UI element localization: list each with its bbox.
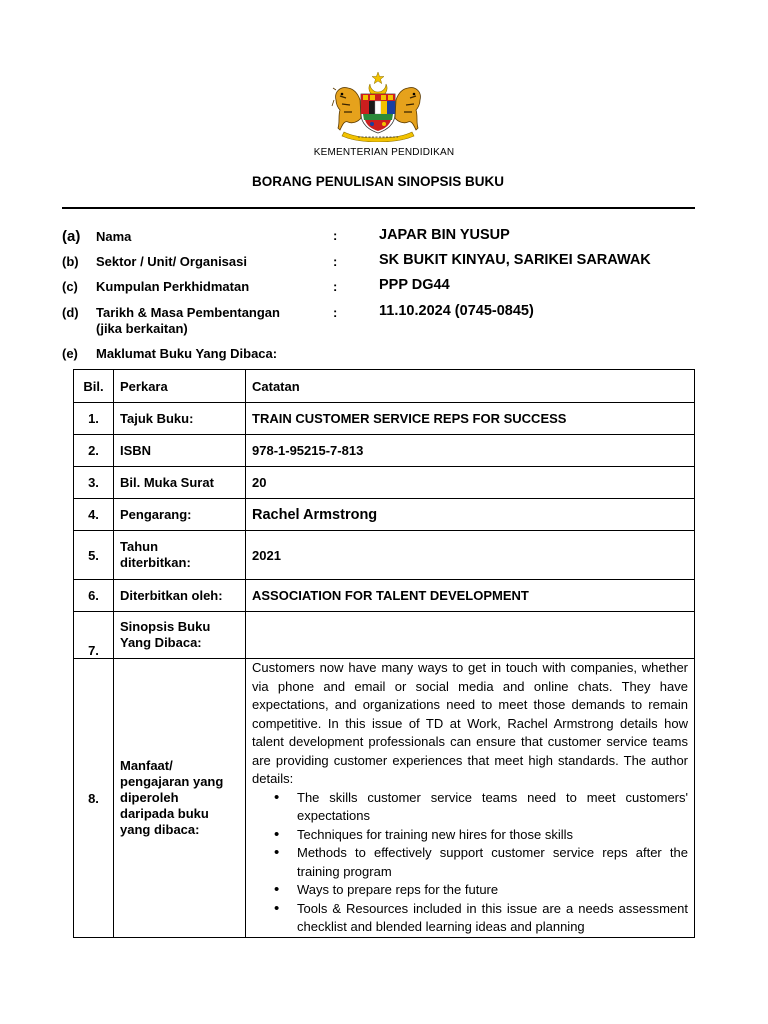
row-note: ASSOCIATION FOR TALENT DEVELOPMENT [246, 580, 695, 612]
field-letter: (a) [62, 228, 81, 245]
field-letter: (d) [62, 305, 79, 320]
table-header-row [74, 370, 695, 403]
table-row [74, 580, 695, 612]
field-colon: : [333, 228, 338, 243]
row-number: 4. [74, 499, 114, 531]
row-note: Rachel Armstrong [246, 499, 695, 531]
row-item: Diterbitkan oleh: [114, 580, 246, 612]
row-item-line: pengajaran yang [120, 774, 224, 789]
field-letter: (c) [62, 279, 78, 294]
field-label-main: Tarikh & Masa Pembentangan [96, 305, 280, 320]
row-item-line: Yang Dibaca: [120, 635, 202, 650]
row-item [114, 612, 246, 659]
row-item: Tajuk Buku: [114, 403, 246, 435]
bullet-item: • Tools & Resources included in this issue are a needs assessment checklist and blended learning ideas and planning [297, 900, 688, 937]
row-number: 3. [74, 467, 114, 499]
bullet-item: • Techniques for training new hires for those skills [297, 826, 688, 845]
row-item [114, 531, 246, 580]
row-item-line: daripada buku [120, 806, 209, 821]
row-number: 2. [74, 435, 114, 467]
book-info-table [73, 369, 695, 938]
row-note-description [246, 659, 695, 938]
coat-of-arms-logo [330, 70, 426, 142]
row-number: 6. [74, 580, 114, 612]
field-colon: : [333, 305, 338, 320]
field-value: PPP DG44 [379, 277, 450, 293]
table-row [74, 612, 695, 659]
table-row [74, 499, 695, 531]
header-perkara: Perkara [114, 370, 246, 403]
row-item-line: Tahun [120, 539, 159, 554]
field-colon: : [333, 254, 338, 269]
field-letter: (b) [62, 254, 79, 269]
bullet-item: • Methods to effectively support customer service reps after the training program [297, 844, 688, 881]
field-label [96, 305, 326, 337]
row-item-line: diterbitkan: [120, 555, 191, 570]
field-value: 11.10.2024 (0745-0845) [379, 303, 534, 319]
row-number: 1. [74, 403, 114, 435]
description-bullet-list [252, 789, 688, 937]
field-value: SK BUKIT KINYAU, SARIKEI SARAWAK [379, 252, 651, 268]
row-note: TRAIN CUSTOMER SERVICE REPS FOR SUCCESS [246, 403, 695, 435]
row-number: 5. [74, 531, 114, 580]
row-item: Bil. Muka Surat [114, 467, 246, 499]
header-catatan: Catatan [246, 370, 695, 403]
row-item-line: diperoleh [120, 790, 179, 805]
row-number: 7. [74, 612, 114, 659]
row-item: ISBN [114, 435, 246, 467]
table-row [74, 435, 695, 467]
field-label-sub: (jika berkaitan) [96, 321, 188, 336]
table-row [74, 531, 695, 580]
row-note: 978-1-95215-7-813 [246, 435, 695, 467]
field-letter: (e) [62, 346, 78, 361]
header-bil: Bil. [74, 370, 114, 403]
row-note: 2021 [246, 531, 695, 580]
row-number: 8. [74, 659, 114, 938]
field-label: Sektor / Unit/ Organisasi [96, 254, 247, 269]
table-row [74, 659, 695, 938]
field-label: Maklumat Buku Yang Dibaca: [96, 346, 278, 361]
table-row [74, 403, 695, 435]
row-item-line: yang dibaca: [120, 822, 200, 837]
table-row [74, 467, 695, 499]
bullet-item: • The skills customer service teams need to meet customers' expectations [297, 789, 688, 826]
row-item-line: Manfaat/ [120, 758, 173, 773]
field-label: Nama [96, 229, 132, 244]
row-item-line: Sinopsis Buku [120, 619, 211, 634]
bullet-item: • Ways to prepare reps for the future [297, 881, 688, 900]
field-value: JAPAR BIN YUSUP [379, 227, 510, 243]
form-title: BORANG PENULISAN SINOPSIS BUKU [251, 174, 505, 189]
field-label: Kumpulan Perkhidmatan [96, 279, 250, 294]
row-item: Pengarang: [114, 499, 246, 531]
description-paragraph: Customers now have many ways to get in touch with companies, whether via phone and email or social media and online chats. They have expectations, and organizations need to meet those demands to remain competitive. In this issue of TD at Work, Rachel Armstrong details how talent development professionals can ensure that customer service teams are providing customer experiences that meet high standards. The author details: [252, 660, 688, 787]
field-colon: : [333, 279, 338, 294]
ministry-name: KEMENTERIAN PENDIDIKAN [313, 147, 455, 158]
row-item [114, 659, 246, 938]
title-divider [62, 207, 695, 209]
row-note [246, 612, 695, 659]
row-note: 20 [246, 467, 695, 499]
